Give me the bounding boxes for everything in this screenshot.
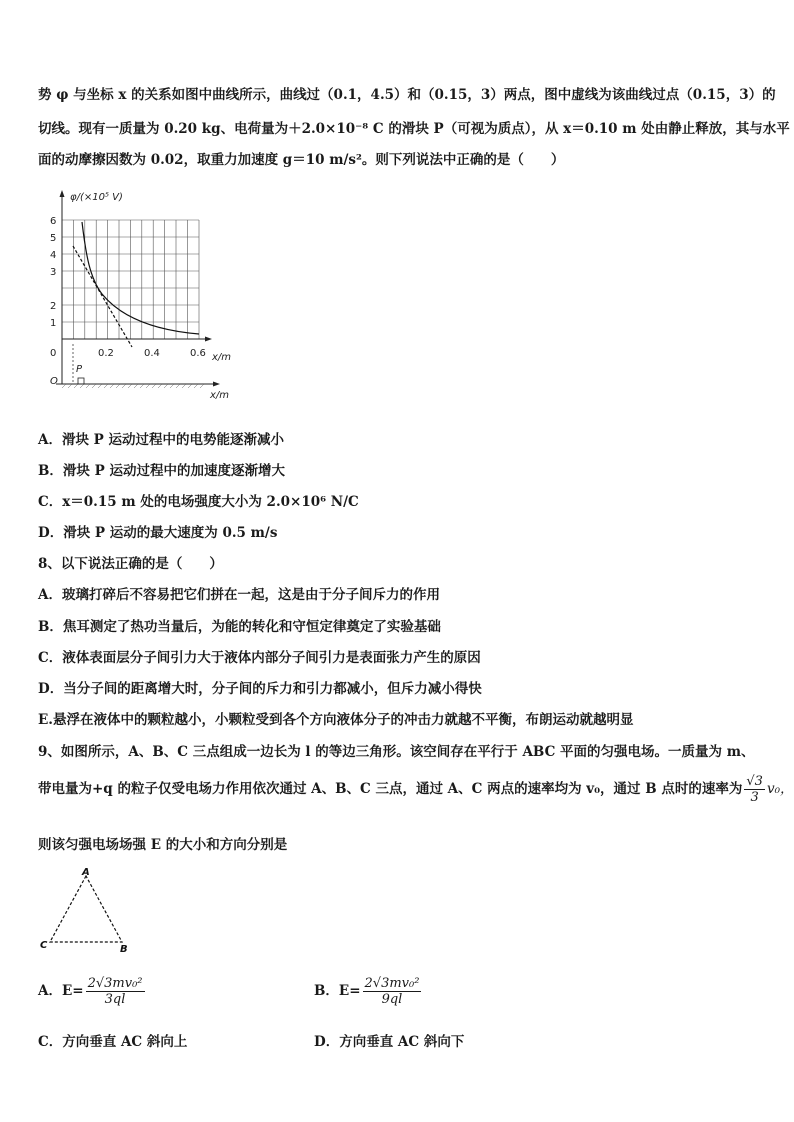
- q9-option-b-label: B．E=: [314, 983, 361, 999]
- q9-stem-line-1: 9、如图所示，A、B、C 三点组成一边长为 l 的等边三角形。该空间存在平行于 ABC 平面的匀强电场。一质量为 m、: [38, 744, 755, 760]
- speed-fraction: [744, 774, 765, 805]
- q8-option-d: D．当分子间的距离增大时，分子间的斥力和引力都减小，但斥力减小得快: [38, 681, 482, 697]
- y-tick: 3: [50, 267, 57, 278]
- x-tick: 0.4: [144, 348, 160, 359]
- q9-option-d: D．方向垂直 AC 斜向下: [314, 1034, 465, 1050]
- tangent-line: [73, 246, 132, 347]
- speed-fraction-denominator: 3: [750, 790, 759, 805]
- q9-option-b: [314, 976, 423, 1007]
- q7-potential-graph: [36, 184, 246, 404]
- q7-option-b: B．滑块 P 运动过程中的加速度逐渐增大: [38, 463, 285, 479]
- x-tick: 0: [50, 348, 57, 359]
- q8-option-a: A．玻璃打碎后不容易把它们拼在一起，这是由于分子间斥力的作用: [38, 587, 440, 603]
- x-tick: 0.6: [190, 348, 206, 359]
- triangle-abc: [50, 876, 122, 942]
- q7-option-a: A．滑块 P 运动过程中的电势能逐渐减小: [38, 432, 285, 448]
- y-tick: 6: [50, 216, 57, 227]
- q9-option-c: C．方向垂直 AC 斜向上: [38, 1034, 188, 1050]
- q9-option-a: [38, 976, 147, 1007]
- lower-axis-label: x/m: [210, 390, 230, 401]
- q8-stem: 8、以下说法正确的是（ ）: [38, 556, 223, 572]
- q9-option-a-denominator: 3ql: [104, 992, 126, 1007]
- q9-option-a-fraction: [86, 976, 145, 1007]
- y-tick: 4: [50, 250, 57, 261]
- speed-fraction-numerator: √3: [746, 774, 763, 789]
- q8-option-e: E.悬浮在液体中的颗粒越小，小颗粒受到各个方向液体分子的冲击力就越不平衡，布朗运动就越明显: [38, 712, 634, 728]
- vertex-label-c: C: [40, 940, 48, 951]
- x-axis-label: x/m: [212, 352, 232, 363]
- q9-option-b-numerator: 2√3mv₀²: [364, 976, 420, 991]
- graph-grid: [62, 220, 199, 339]
- y-tick: 5: [50, 233, 57, 244]
- vertex-label-b: B: [120, 944, 128, 955]
- q9-option-b-denominator: 9ql: [381, 992, 403, 1007]
- q9-option-b-fraction: [363, 976, 422, 1007]
- origin-label: O: [50, 376, 58, 387]
- q8-option-c: C．液体表面层分子间引力大于液体内部分子间引力是表面张力产生的原因: [38, 650, 481, 666]
- q7-option-d: D．滑块 P 运动的最大速度为 0.5 m/s: [38, 525, 278, 541]
- q7-stem-line-2: 切线。现有一质量为 0.20 kg、电荷量为＋2.0×10⁻⁸ C 的滑块 P（可视为质点），从 x＝0.10 m 处由静止释放，其与水平: [38, 121, 790, 137]
- q9-stem-line-2: [38, 774, 794, 805]
- slider-label: P: [76, 364, 83, 375]
- q7-stem-line-1: 势 φ 与坐标 x 的关系如图中曲线所示，曲线过（0.1，4.5）和（0.15，3）两点，图中虚线为该曲线过点（0.15，3）的: [38, 87, 776, 103]
- q7-option-c: C．x＝0.15 m 处的电场强度大小为 2.0×10⁶ N/C: [38, 494, 359, 510]
- potential-curve: [82, 222, 199, 334]
- y-tick: 1: [50, 318, 57, 329]
- speed-suffix: v₀，: [766, 781, 794, 797]
- q7-stem-line-3: 面的动摩擦因数为 0.02，取重力加速度 g＝10 m/s²。则下列说法中正确的是（ ）: [38, 152, 565, 168]
- y-axis-label: φ/(×10⁵ V): [70, 192, 123, 203]
- q9-stem-text: 带电量为+q 的粒子仅受电场力作用依次通过 A、B、C 三点，通过 A、C 两点的速率均为 v₀，通过 B 点时的速率为: [38, 781, 743, 797]
- q8-option-b: B．焦耳测定了热功当量后，为能的转化和守恒定律奠定了实验基础: [38, 619, 441, 635]
- q9-option-a-label: A．E=: [38, 983, 84, 999]
- q9-triangle-diagram: [36, 864, 136, 956]
- y-tick: 2: [50, 301, 57, 312]
- q9-option-a-numerator: 2√3mv₀²: [87, 976, 143, 991]
- q9-stem-line-3: 则该匀强电场场强 E 的大小和方向分别是: [38, 837, 288, 853]
- vertex-label-a: A: [82, 867, 90, 878]
- ground-hatching: [62, 384, 204, 388]
- x-tick: 0.2: [98, 348, 114, 359]
- slider-p: [78, 378, 84, 384]
